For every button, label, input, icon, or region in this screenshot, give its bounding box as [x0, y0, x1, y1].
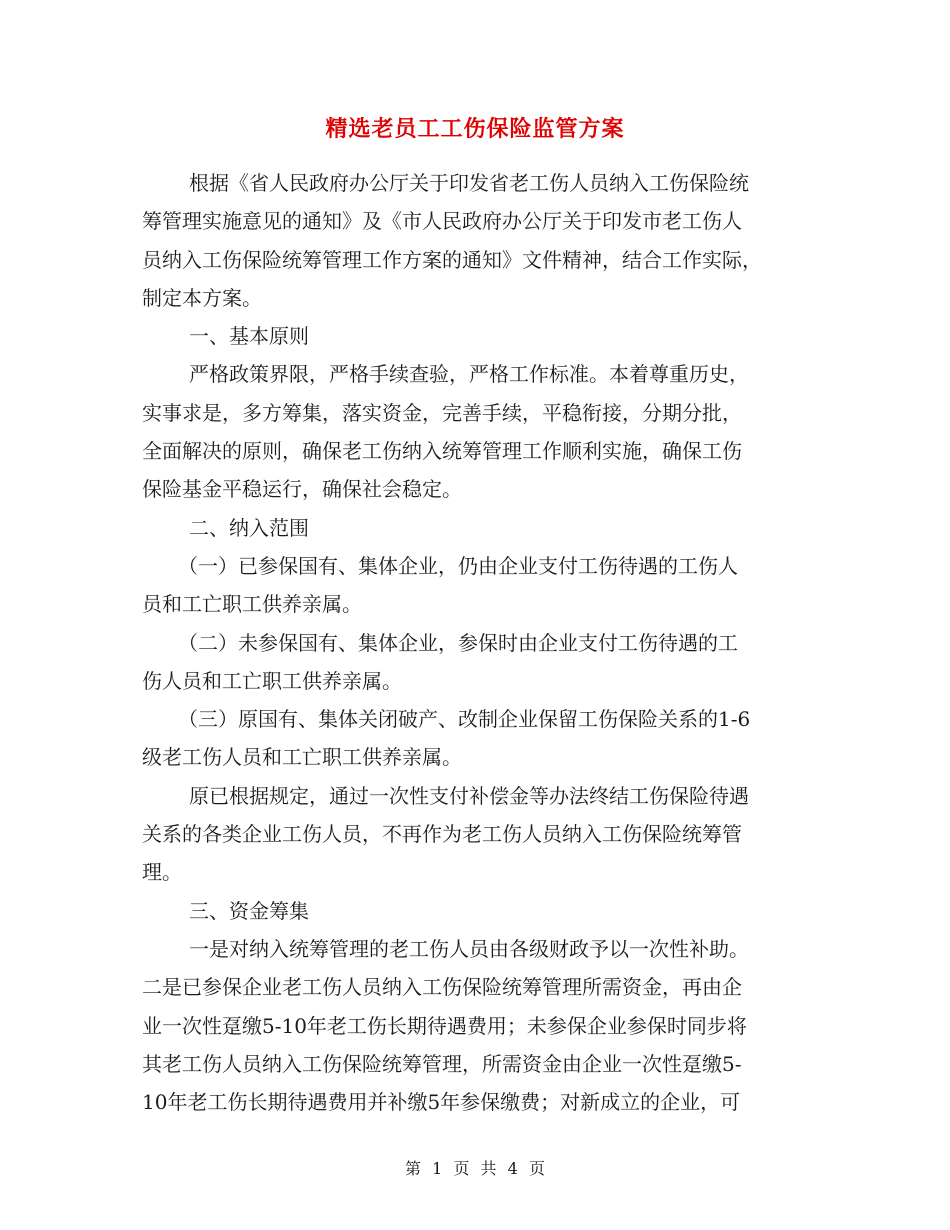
footer-label-ye: 页: [453, 1159, 470, 1178]
text-line: 员和工亡职工供养亲属。: [142, 592, 362, 617]
text-line: 级老工伤人员和工亡职工供养亲属。: [142, 745, 462, 770]
text-line: 10年老工伤长期待遇费用并补缴5年参保缴费；对新成立的企业，可: [142, 1090, 741, 1115]
text-line: 三、资金筹集: [189, 898, 309, 923]
text-line: 全面解决的原则，确保老工伤纳入统筹管理工作顺利实施，确保工伤: [142, 439, 742, 464]
text-line: 伤人员和工亡职工供养亲属。: [142, 668, 402, 693]
footer-label-ye-2: 页: [528, 1159, 545, 1178]
text-line: 关系的各类企业工伤人员，不再作为老工伤人员纳入工伤保险统筹管: [142, 822, 742, 847]
text-line: 一是对纳入统筹管理的老工伤人员由各级财政予以一次性补助。: [189, 936, 749, 961]
text-line: 一、基本原则: [189, 324, 309, 349]
text-line: 原已根据规定，通过一次性支付补偿金等办法终结工伤保险待遇: [189, 783, 749, 808]
page-footer: [0, 1156, 950, 1179]
text-line: （三）原国有、集体关闭破产、改制企业保留工伤保险关系的1-6: [178, 707, 751, 732]
text-line: 筹管理实施意见的通知》及《市人民政府办公厅关于印发市老工伤人: [142, 209, 742, 234]
document-body: [142, 164, 814, 1121]
text-line: 其老工伤人员纳入工伤保险统筹管理，所需资金由企业一次性趸缴5-: [142, 1051, 742, 1076]
text-line: 二、纳入范围: [189, 515, 309, 540]
text-line: 二是已参保企业老工伤人员纳入工伤保险统筹管理所需资金，再由企: [142, 975, 742, 1000]
text-line: 理。: [142, 860, 182, 885]
footer-label-di: 第: [405, 1159, 422, 1178]
text-line: （二）未参保国有、集体企业，参保时由企业支付工伤待遇的工: [178, 630, 738, 655]
text-line: 制定本方案。: [142, 285, 262, 310]
text-line: 根据《省人民政府办公厅关于印发省老工伤人员纳入工伤保险统: [189, 171, 749, 195]
text-line: 保险基金平稳运行，确保社会稳定。: [142, 477, 462, 502]
text-line: 业一次性趸缴5-10年老工伤长期待遇费用；未参保企业参保时同步将: [142, 1013, 747, 1038]
footer-page-total: 4: [507, 1159, 518, 1178]
footer-label-gong: 共: [480, 1159, 497, 1178]
text-line: 严格政策界限，严格手续查验，严格工作标准。本着尊重历史，: [189, 362, 749, 387]
footer-page-current: 1: [432, 1159, 443, 1178]
text-line: 员纳入工伤保险统筹管理工作方案的通知》文件精神，结合工作实际，: [142, 247, 762, 272]
text-line: （一）已参保国有、集体企业，仍由企业支付工伤待遇的工伤人: [178, 553, 738, 578]
document-title: 精选老员工工伤保险监管方案: [325, 116, 625, 142]
text-line: 实事求是，多方筹集，落实资金，完善手续，平稳衔接，分期分批，: [142, 400, 742, 425]
